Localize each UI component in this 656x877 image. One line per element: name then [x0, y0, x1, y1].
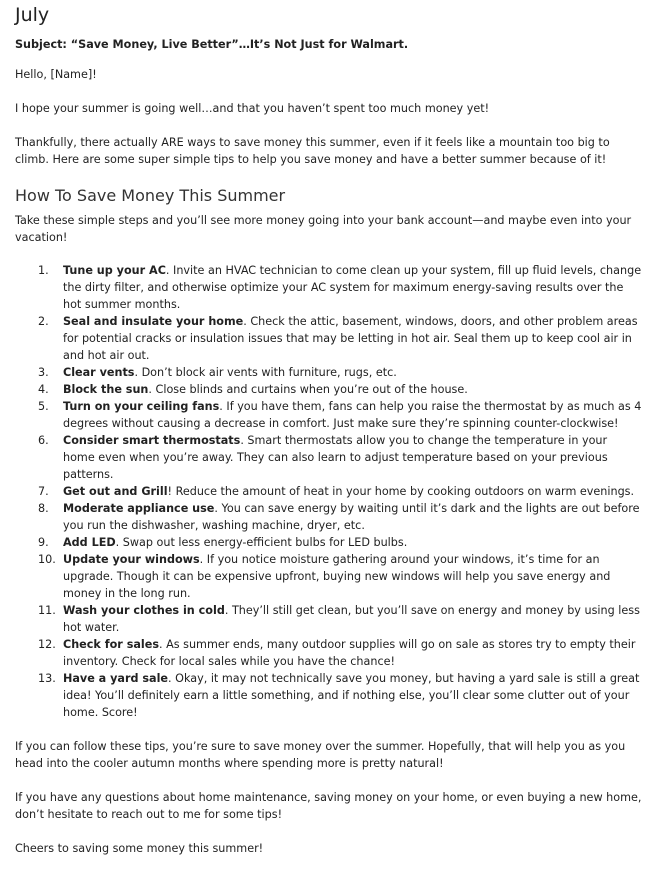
tip-title: Check for sales: [63, 638, 159, 651]
tip-title: Turn on your ceiling fans: [63, 400, 220, 413]
tip-text: . Swap out less energy-efficient bulbs for LED bulbs.: [115, 536, 408, 549]
list-item: [15, 364, 642, 381]
list-item: [15, 636, 642, 670]
tip-text: . Close blinds and curtains when you’re out of the house.: [148, 383, 468, 396]
list-item: [15, 398, 642, 432]
tip-title: Tune up your AC: [63, 264, 166, 277]
tip-title: Moderate appliance use: [63, 502, 215, 515]
tip-text: . As summer ends, many outdoor supplies will go on sale as stores try to empty their inventory. Check for local sales while you have the chance!: [63, 638, 636, 668]
tip-text: . Okay, it may not technically save you money, but having a yard sale is still a great idea! You’ll definitely earn a little something, and if nothing else, you’ll clear some clutter out of your home. Score!: [63, 672, 640, 719]
list-item: [15, 500, 642, 534]
list-number: 13.: [38, 672, 56, 685]
list-number: 9.: [38, 536, 49, 549]
list-number: 12.: [38, 638, 56, 651]
list-item: [15, 432, 642, 483]
list-item: [15, 670, 642, 721]
list-number: 6.: [38, 434, 49, 447]
list-item: [15, 313, 642, 364]
tip-text: . Check the attic, basement, windows, doors, and other problem areas for potential cracks or insulation issues that may be letting in hot air. Seal them up to keep cool air in and hot air out.: [63, 315, 638, 362]
signoff: Cheers to saving some money this summer!: [15, 842, 264, 855]
tip-text: . They’ll still get clean, but you’ll save on energy and money by using less hot water.: [63, 604, 640, 634]
list-number: 11.: [38, 604, 56, 617]
list-number: 4.: [38, 383, 49, 396]
list-item: [15, 551, 642, 602]
list-number: 5.: [38, 400, 49, 413]
list-number: 2.: [38, 315, 49, 328]
tip-title: Clear vents: [63, 366, 135, 379]
list-item: [15, 534, 642, 551]
closing-paragraph-1: If you can follow these tips, you’re sure to save money over the summer. Hopefully, that will help you as you head into the cooler autumn months where spending more is pretty natural!: [15, 740, 626, 770]
tips-list: [15, 262, 642, 721]
list-item: [15, 602, 642, 636]
list-number: 3.: [38, 366, 49, 379]
tip-title: Seal and insulate your home: [63, 315, 244, 328]
tip-text: . Invite an HVAC technician to come clean up your system, fill up fluid levels, change the dirty filter, and otherwise optimize your AC system for maximum energy-saving results over the hot summer months.: [63, 264, 642, 311]
tip-text: . If you notice moisture gathering around your windows, it’s time for an upgrade. Though it can be expensive upfront, buying new windows will help you save energy and money in the long run.: [63, 553, 611, 600]
section-intro: Take these simple steps and you’ll see more money going into your bank account—and maybe even into your vacation!: [15, 214, 632, 244]
tip-title: Block the sun: [63, 383, 149, 396]
tip-title: Add LED: [63, 536, 116, 549]
tip-title: Have a yard sale: [63, 672, 169, 685]
tip-title: Update your windows: [63, 553, 200, 566]
tip-title: Get out and Grill: [63, 485, 168, 498]
list-item: [15, 483, 642, 500]
intro-paragraph-2: Thankfully, there actually ARE ways to save money this summer, even if it feels like a mountain too big to climb. Here are some super simple tips to help you save money and have a better summer because of it!: [15, 136, 610, 166]
tip-text: . If you have them, fans can help you raise the thermostat by as much as 4 degrees without causing a decrease in comfort. Just make sure they’re spinning counter-clockwise!: [63, 400, 642, 430]
tip-text: . Don’t block air vents with furniture, rugs, etc.: [134, 366, 397, 379]
section-title: How To Save Money This Summer: [15, 186, 286, 205]
month-heading: July: [15, 4, 50, 26]
list-number: 7.: [38, 485, 49, 498]
list-item: [15, 262, 642, 313]
tip-title: Wash your clothes in cold: [63, 604, 225, 617]
tip-text: ! Reduce the amount of heat in your home by cooking outdoors on warm evenings.: [167, 485, 635, 498]
newsletter-document: [0, 4, 656, 857]
list-number: 1.: [38, 264, 49, 277]
intro-paragraph-1: I hope your summer is going well…and that you haven’t spent too much money yet!: [15, 102, 490, 115]
list-number: 10.: [38, 553, 56, 566]
list-number: 8.: [38, 502, 49, 515]
list-item: [15, 381, 642, 398]
tip-text: . You can save energy by waiting until it’s dark and the lights are out before you run the dishwasher, washing machine, dryer, etc.: [63, 502, 640, 532]
closing-paragraph-2: If you have any questions about home maintenance, saving money on your home, or even buying a new home, don’t hesitate to reach out to me for some tips!: [15, 791, 642, 821]
tip-title: Consider smart thermostats: [63, 434, 241, 447]
email-subject: Subject: “Save Money, Live Better”…It’s Not Just for Walmart.: [15, 38, 409, 51]
tip-text: . Smart thermostats allow you to change the temperature in your home even when you’re away. They can also learn to adjust temperature based on your previous patterns.: [63, 434, 608, 481]
greeting: Hello, [Name]!: [15, 68, 97, 81]
